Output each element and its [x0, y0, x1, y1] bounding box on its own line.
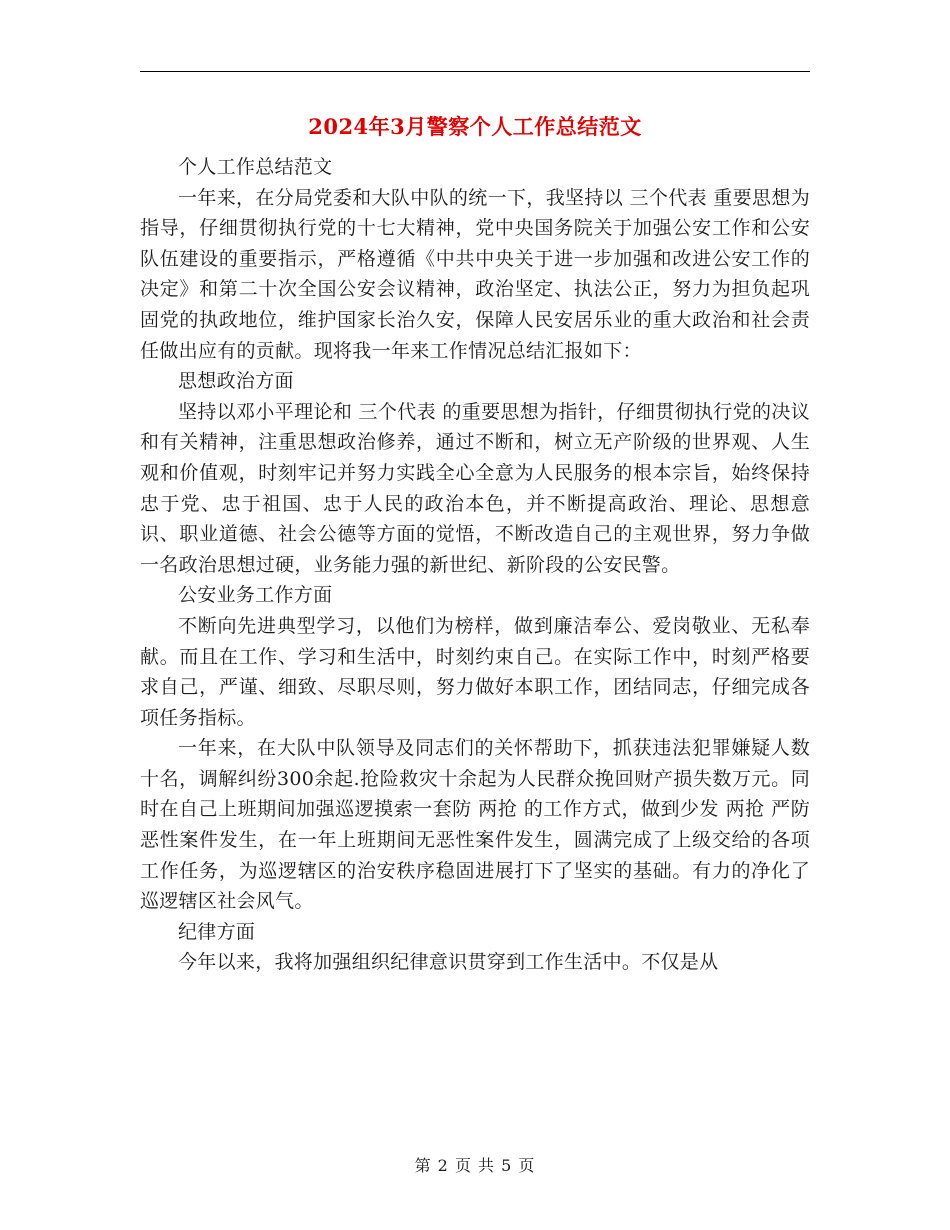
page-number: 第 2 页 共 5 页	[414, 1156, 536, 1175]
paragraph-discipline: 今年以来，我将加强组织纪律意识贯穿到工作生活中。不仅是从	[178, 951, 719, 974]
section-heading-business: 公安业务工作方面	[178, 584, 333, 607]
section-heading-discipline: 纪律方面	[178, 920, 256, 943]
header-rule	[140, 71, 810, 72]
paragraph-ideology: 坚持以邓小平理论和 三个代表 的重要思想为指针，仔细贯彻执行党的决议和有关精神，注重思想政治修养，通过不断和，树立无产阶级的世界观、人生观和价值观，时刻牢记并努力实践全心全意为人民服务的根本宗旨，始终保持忠于党、忠于祖国、忠于人民的政治本色，并不断提高政治、理论、思想意识、职业道德、社会公德等方面的觉悟，不断改造自己的主观世界，努力争做一名政治思想过硬，业务能力强的新世纪、新阶段的公安民警。	[140, 400, 810, 576]
document-body	[140, 152, 810, 978]
paragraph-business: 不断向先进典型学习，以他们为榜样，做到廉洁奉公、爱岗敬业、无私奉献。而且在工作、学习和生活中，时刻约束自己。在实际工作中，时刻严格要求自己，严谨、细致、尽职尽则，努力做好本职工作，团结同志，仔细完成各项任务指标。	[140, 614, 810, 729]
paragraph-overview: 一年来，在分局党委和大队中队的统一下，我坚持以 三个代表 重要思想为指导，仔细贯彻执行党的十七大精神，党中央国务院关于加强公安工作和公安队伍建设的重要指示，严格遵循《中共中央关于进一步加强和改进公安工作的决定》和第二十次全国公安会议精神，政治坚定、执法公正，努力为担负起巩固党的执政地位，维护国家长治久安，保障人民安居乐业的重大政治和社会责任做出应有的贡献。现将我一年来工作情况总结汇报如下：	[140, 186, 810, 362]
section-heading-ideology: 思想政治方面	[178, 370, 294, 393]
document-title: 2024年3月警察个人工作总结范文	[308, 114, 642, 139]
paragraph-achievements: 一年来，在大队中队领导及同志们的关怀帮助下，抓获违法犯罪嫌疑人数十名，调解纠纷300余起.抢险救灾十余起为人民群众挽回财产损失数万元。同时在自己上班期间加强巡逻摸索一套防 两抢 的工作方式，做到少发 两抢 严防恶性案件发生，在一年上班期间无恶性案件发生，圆满完成了上级交给的各项工作任务，为巡逻辖区的治安秩序稳固进展打下了坚实的基础。有力的净化了巡逻辖区社会风气。	[140, 737, 810, 913]
paragraph-intro-heading: 个人工作总结范文	[178, 156, 333, 178]
